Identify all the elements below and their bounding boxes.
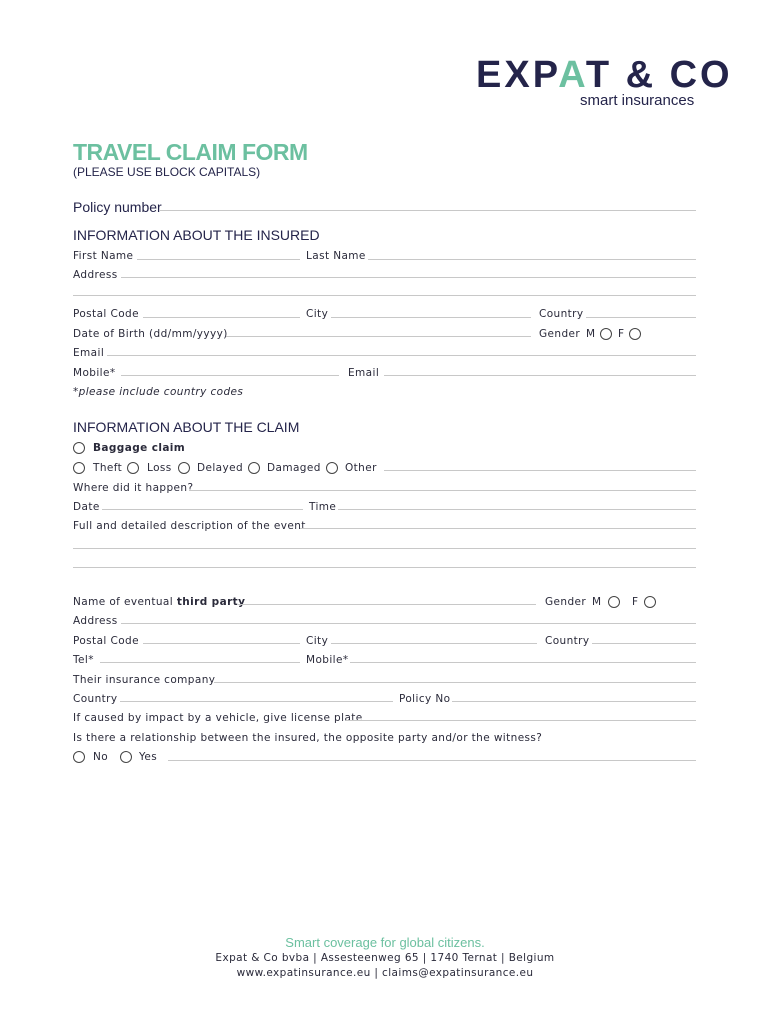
form-subtitle: (PLEASE USE BLOCK CAPITALS) (73, 165, 261, 179)
mobile-label: Mobile* (73, 367, 116, 379)
third-party-postal-code-label: Postal Code (73, 635, 139, 647)
country-label: Country (539, 308, 584, 320)
email-label: Email (73, 347, 105, 359)
country-field[interactable] (586, 317, 696, 318)
city-label: City (306, 308, 329, 320)
description-label: Full and detailed description of the event (73, 520, 306, 532)
gender-m-label: M (586, 328, 596, 340)
policy-number-field[interactable] (160, 210, 696, 211)
delayed-label: Delayed (197, 462, 244, 474)
date-label: Date (73, 501, 100, 513)
logo-part-1: EXP (476, 54, 559, 96)
address-label: Address (73, 269, 118, 281)
where-label: Where did it happen? (73, 482, 194, 494)
date-field[interactable] (102, 509, 303, 510)
postal-code-field[interactable] (143, 317, 300, 318)
logo-tagline: smart insurances (580, 92, 695, 109)
theft-label: Theft (93, 462, 123, 474)
time-field[interactable] (338, 509, 696, 510)
footer-tagline: Smart coverage for global citizens. (285, 935, 485, 950)
third-party-gender-f-label: F (632, 596, 639, 608)
address-field-line-2[interactable] (73, 295, 696, 296)
other-field[interactable] (384, 470, 696, 471)
first-name-label: First Name (73, 250, 134, 262)
loss-label: Loss (147, 462, 172, 474)
third-party-name-label: Name of eventual third party (73, 596, 246, 608)
third-party-country-2-label: Country (73, 693, 118, 705)
footer-address: Expat & Co bvba | Assesteenweg 65 | 1740 Ternat | Belgium (215, 952, 555, 964)
delayed-radio[interactable] (178, 462, 190, 474)
email-2-field[interactable] (384, 375, 696, 376)
relationship-details-field[interactable] (168, 760, 696, 761)
baggage-claim-radio[interactable] (73, 442, 85, 454)
third-party-address-label: Address (73, 615, 118, 627)
relationship-yes-radio[interactable] (120, 751, 132, 763)
policy-number-label: Policy number (73, 199, 162, 215)
first-name-field[interactable] (137, 259, 300, 260)
license-plate-label: If caused by impact by a vehicle, give license plate (73, 712, 363, 724)
relationship-yes-label: Yes (139, 751, 158, 763)
form-title: TRAVEL CLAIM FORM (73, 139, 308, 165)
policy-no-label: Policy No (399, 693, 451, 705)
third-party-country-label: Country (545, 635, 590, 647)
country-codes-note: *please include country codes (73, 386, 244, 398)
email-field[interactable] (107, 355, 696, 356)
relationship-question-label: Is there a relationship between the insured, the opposite party and/or the witness? (73, 732, 543, 744)
gender-f-label: F (618, 328, 625, 340)
third-party-gender-f-radio[interactable] (644, 596, 656, 608)
third-party-gender-label: Gender (545, 596, 587, 608)
city-field[interactable] (331, 317, 531, 318)
third-party-country-field[interactable] (592, 643, 696, 644)
relationship-no-radio[interactable] (73, 751, 85, 763)
gender-m-radio[interactable] (600, 328, 612, 340)
third-party-city-label: City (306, 635, 329, 647)
email-2-label: Email (348, 367, 380, 379)
third-party-tel-label: Tel* (73, 654, 94, 666)
logo-part-2: T & CO (585, 54, 733, 96)
third-party-name-field[interactable] (238, 604, 536, 605)
mobile-field[interactable] (121, 375, 339, 376)
third-party-city-field[interactable] (331, 643, 537, 644)
other-radio[interactable] (326, 462, 338, 474)
damaged-label: Damaged (267, 462, 321, 474)
third-party-mobile-label: Mobile* (306, 654, 349, 666)
damaged-radio[interactable] (248, 462, 260, 474)
gender-f-radio[interactable] (629, 328, 641, 340)
insurance-company-label: Their insurance company (73, 674, 216, 686)
loss-radio[interactable] (127, 462, 139, 474)
baggage-claim-label: Baggage claim (93, 442, 186, 454)
insurance-company-field[interactable] (214, 682, 696, 683)
relationship-no-label: No (93, 751, 109, 763)
third-party-mobile-field[interactable] (350, 662, 696, 663)
third-party-address-field[interactable] (121, 623, 696, 624)
logo-accent-letter: A (558, 54, 586, 96)
other-label: Other (345, 462, 377, 474)
license-plate-field[interactable] (346, 720, 696, 721)
theft-radio[interactable] (73, 462, 85, 474)
postal-code-label: Postal Code (73, 308, 139, 320)
insured-section-heading: INFORMATION ABOUT THE INSURED (73, 227, 320, 243)
where-field[interactable] (189, 490, 696, 491)
third-party-gender-m-label: M (592, 596, 602, 608)
third-party-postal-code-field[interactable] (143, 643, 300, 644)
last-name-field[interactable] (368, 259, 696, 260)
description-field-line-2[interactable] (73, 548, 696, 549)
dob-field[interactable] (226, 336, 531, 337)
description-field[interactable] (300, 528, 696, 529)
third-party-country-2-field[interactable] (120, 701, 393, 702)
last-name-label: Last Name (306, 250, 366, 262)
time-label: Time (309, 501, 337, 513)
address-field[interactable] (121, 277, 696, 278)
gender-label: Gender (539, 328, 581, 340)
policy-no-field[interactable] (452, 701, 696, 702)
dob-label: Date of Birth (dd/mm/yyyy) (73, 328, 228, 340)
claim-section-heading: INFORMATION ABOUT THE CLAIM (73, 419, 300, 435)
footer-contact: www.expatinsurance.eu | claims@expatinsurance.eu (236, 967, 534, 979)
third-party-tel-field[interactable] (100, 662, 300, 663)
description-field-line-3[interactable] (73, 567, 696, 568)
third-party-gender-m-radio[interactable] (608, 596, 620, 608)
